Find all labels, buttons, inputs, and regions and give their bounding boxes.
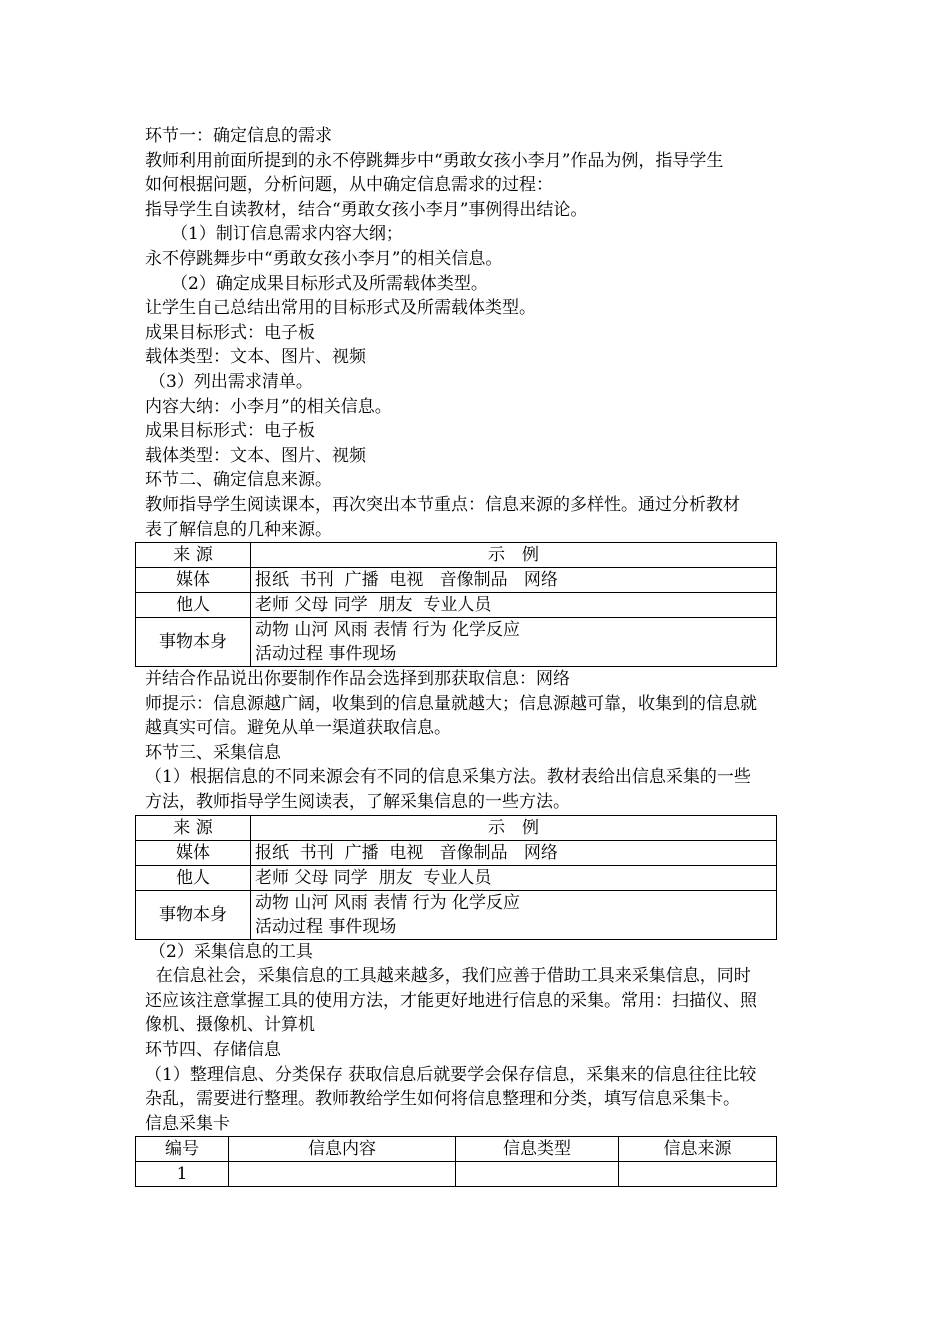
section-2-title: 环节二、确定信息来源。 xyxy=(145,470,332,491)
paragraph: 教师利用前面所提到的永不停跳舞步中“勇敢女孩小李月”作品为例，指导学生 xyxy=(145,150,724,171)
table-header-cell: 示 例 xyxy=(251,543,777,568)
table-cell: 媒体 xyxy=(136,840,251,865)
paragraph: 越真实可信。避免从单一渠道获取信息。 xyxy=(145,718,451,739)
list-item: （2）确定成果目标形式及所需载体类型。 xyxy=(171,273,488,294)
paragraph: 教师指导学生阅读课本，再次突出本节重点：信息来源的多样性。通过分析教材 xyxy=(145,494,740,515)
list-item: （2）采集信息的工具 xyxy=(149,941,313,962)
table-row xyxy=(136,815,777,840)
paragraph: 载体类型：文本、图片、视频 xyxy=(145,445,366,466)
table-row xyxy=(136,840,777,865)
table-cell: 事物本身 xyxy=(136,890,251,939)
table-row xyxy=(136,543,777,568)
table-row xyxy=(136,890,777,939)
table-row xyxy=(136,618,777,667)
paragraph: 内容大纳：小李月”的相关信息。 xyxy=(145,396,392,417)
paragraph: 并结合作品说出你要制作作品会选择到那获取信息：网络 xyxy=(145,669,570,690)
paragraph: 表了解信息的几种来源。 xyxy=(145,519,332,540)
paragraph: 成果目标形式：电子板 xyxy=(145,421,315,442)
table-header-cell: 信息来源 xyxy=(619,1137,777,1162)
paragraph: 还应该注意掌握工具的使用方法，才能更好地进行信息的采集。常用：扫描仪、照 xyxy=(145,990,757,1011)
table-header-cell: 信息类型 xyxy=(456,1137,619,1162)
paragraph: 指导学生自读教材，结合“勇敢女孩小李月”事例得出结论。 xyxy=(145,199,588,220)
table-cell xyxy=(229,1162,456,1187)
paragraph: 如何根据问题，分析问题，从中确定信息需求的过程： xyxy=(145,175,553,196)
paragraph: 师提示：信息源越广阔，收集到的信息量就越大；信息源越可靠，收集到的信息就 xyxy=(145,693,757,714)
table-header-cell: 示 例 xyxy=(251,815,777,840)
table-cell: 报纸 书刊 广播 电视 音像制品 网络 xyxy=(251,568,777,593)
table-row xyxy=(136,865,777,890)
paragraph: 杂乱，需要进行整理。教师教给学生如何将信息整理和分类，填写信息采集卡。 xyxy=(145,1089,740,1110)
table-cell xyxy=(456,1162,619,1187)
table-header-cell: 来 源 xyxy=(136,815,251,840)
document-page xyxy=(145,124,785,1187)
source-table-1 xyxy=(135,542,777,667)
section-3-title: 环节三、采集信息 xyxy=(145,742,281,763)
cell-line: 动物 山河 风雨 表情 行为 化学反应 xyxy=(255,892,521,913)
paragraph: 永不停跳舞步中“勇敢女孩小李月”的相关信息。 xyxy=(145,248,503,269)
table-header-cell: 信息内容 xyxy=(229,1137,456,1162)
table-cell: 他人 xyxy=(136,865,251,890)
table-cell: 1 xyxy=(136,1162,229,1187)
table-cell: 报纸 书刊 广播 电视 音像制品 网络 xyxy=(251,840,777,865)
source-table-2 xyxy=(135,815,777,940)
table-row xyxy=(136,568,777,593)
cell-line: 活动过程 事件现场 xyxy=(255,644,397,665)
info-collection-card-table xyxy=(135,1136,777,1187)
cell-line: 动物 山河 风雨 表情 行为 化学反应 xyxy=(255,620,521,641)
table-cell: 他人 xyxy=(136,593,251,618)
paragraph: （1）根据信息的不同来源会有不同的信息采集方法。教材表给出信息采集的一些 xyxy=(145,767,751,788)
paragraph: 在信息社会，采集信息的工具越来越多，我们应善于借助工具来采集信息，同时 xyxy=(145,966,751,987)
table-header-cell: 编号 xyxy=(136,1137,229,1162)
paragraph: 成果目标形式：电子板 xyxy=(145,322,315,343)
paragraph: （1）整理信息、分类保存 获取信息后就要学会保存信息，采集来的信息往往比较 xyxy=(145,1064,757,1085)
table-cell: 事物本身 xyxy=(136,618,251,667)
paragraph: 方法，教师指导学生阅读表，了解采集信息的一些方法。 xyxy=(145,792,570,813)
table-cell: 老师 父母 同学 朋友 专业人员 xyxy=(251,865,777,890)
table-cell xyxy=(619,1162,777,1187)
section-1-title: 环节一：确定信息的需求 xyxy=(145,126,332,146)
paragraph: 载体类型：文本、图片、视频 xyxy=(145,347,366,368)
table-header-cell: 来 源 xyxy=(136,543,251,568)
table-cell xyxy=(251,890,777,939)
table-cell: 老师 父母 同学 朋友 专业人员 xyxy=(251,593,777,618)
section-4-title: 环节四、存储信息 xyxy=(145,1040,281,1061)
cell-line: 活动过程 事件现场 xyxy=(255,916,397,937)
list-item: （3）列出需求清单。 xyxy=(149,371,313,392)
table-cell: 媒体 xyxy=(136,568,251,593)
table-cell xyxy=(251,618,777,667)
table-row xyxy=(136,1137,777,1162)
list-item: （1）制订信息需求内容大纲； xyxy=(171,224,403,245)
card-title: 信息采集卡 xyxy=(145,1113,230,1134)
table-row xyxy=(136,593,777,618)
paragraph: 像机、摄像机、计算机 xyxy=(145,1015,315,1036)
paragraph: 让学生自己总结出常用的目标形式及所需载体类型。 xyxy=(145,298,536,319)
table-row xyxy=(136,1162,777,1187)
